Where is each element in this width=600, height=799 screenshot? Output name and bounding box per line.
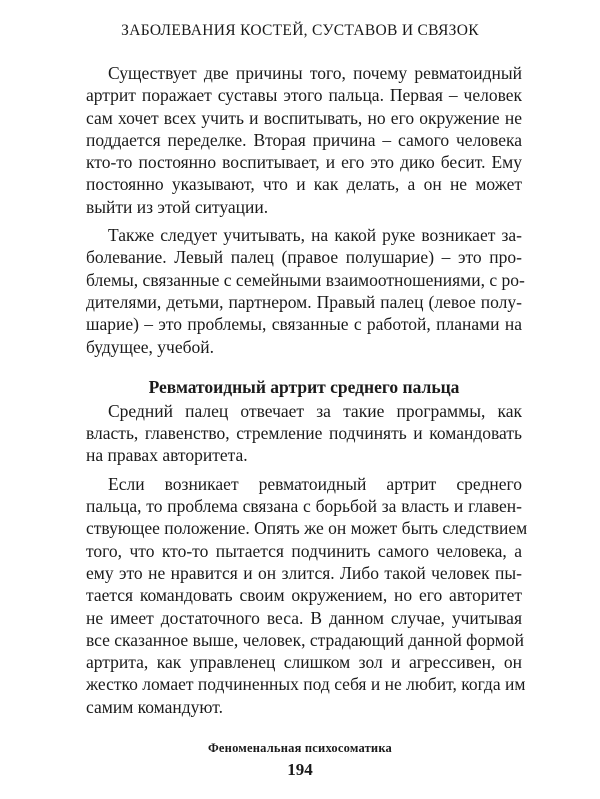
body-text xyxy=(86,62,528,724)
text-line: сам хочет всех учить и воспитывать, но его окружение не xyxy=(86,107,522,128)
text-line: болевание. Левый палец (правое полушарие) – это про- xyxy=(86,247,522,268)
text-line: Также следует учитывать, на какой руке возникает за- xyxy=(108,225,522,246)
text-line: Средний палец отвечает за такие программы, как xyxy=(108,400,522,421)
text-line: артрит поражает суставы этого пальца. Первая – человек xyxy=(86,85,522,106)
text-line: ему это не нравится и он злится. Либо такой человек пы- xyxy=(86,562,522,583)
text-line: самим командуют. xyxy=(86,696,223,717)
text-line: того, что кто-то пытается подчинить самого человека, а xyxy=(86,540,522,561)
page-number: 194 xyxy=(287,760,313,779)
text-line: кто-то постоянно воспитывает, и его это дико бесит. Ему xyxy=(86,152,522,173)
paragraph xyxy=(86,473,528,718)
text-line: дителями, детьми, партнером. Правый палец (левое полу- xyxy=(86,291,522,312)
text-line: тается командовать своим окружением, но его авторитет xyxy=(86,585,522,606)
paragraph xyxy=(86,400,522,467)
paragraphs-top xyxy=(86,62,525,358)
paragraph xyxy=(86,224,525,358)
text-line: постоянно указывают, что и как делать, а он не может xyxy=(86,174,522,195)
text-line: все сказанное выше, человек, страдающий данной формой xyxy=(86,629,524,650)
text-line: не имеет достаточного веса. В данном случае, учитывая xyxy=(86,607,522,628)
text-line: на правах авторитета. xyxy=(86,445,248,466)
text-line: Существует две причины того, почему ревматоидный xyxy=(108,63,522,83)
section-heading: Ревматоидный артрит среднего пальца xyxy=(148,376,460,397)
paragraph xyxy=(86,62,522,218)
text-line: шарие) – это проблемы, связанные с работой, планами на xyxy=(86,314,522,335)
paragraphs-section xyxy=(86,400,528,718)
running-head: ЗАБОЛЕВАНИЯ КОСТЕЙ, СУСТАВОВ И СВЯЗОК xyxy=(121,22,479,39)
text-line: блемы, связанные с семейными взаимоотношениями, с ро- xyxy=(86,269,525,290)
text-line: ствующее положение. Опять же он может быть следствием xyxy=(86,518,528,539)
text-line: жестко ломает подчиненных под себя и не любит, когда им xyxy=(86,674,526,695)
text-line: артрита, как управленец слишком зол и агрессивен, он xyxy=(86,652,522,673)
text-line: власть, главенство, стремление подчинять и командовать xyxy=(86,423,522,444)
text-line: будущее, учебой. xyxy=(86,336,215,357)
text-line: Если возникает ревматоидный артрит среднего xyxy=(108,473,522,494)
footer-book-title: Феноменальная психосоматика xyxy=(208,741,392,755)
text-line: поддается переделке. Вторая причина – самого человека xyxy=(86,129,522,150)
text-line: пальца, то проблема связана с борьбой за власть и главен- xyxy=(86,496,522,517)
text-line: выйти из этой ситуации. xyxy=(86,196,269,217)
